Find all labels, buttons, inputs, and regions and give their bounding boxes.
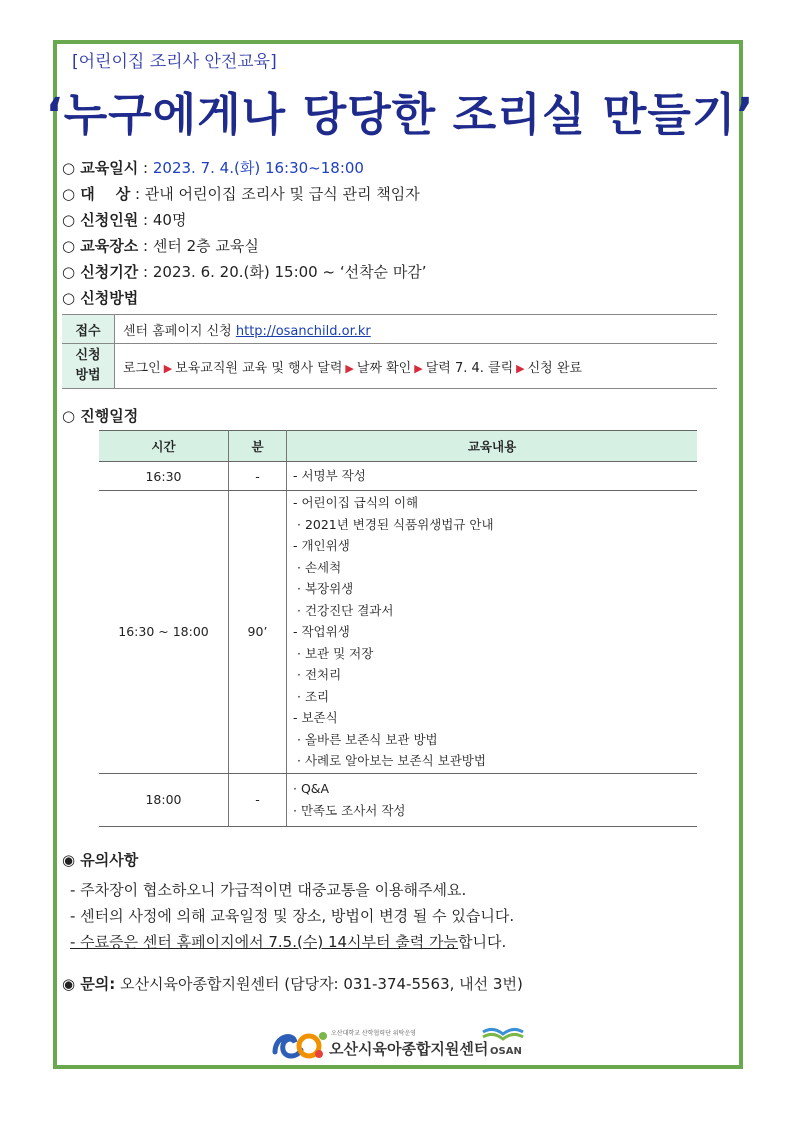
info-value: 40명 bbox=[152, 211, 187, 229]
contact-line bbox=[62, 973, 523, 994]
homepage-link[interactable]: http://osanchild.or.kr bbox=[235, 323, 371, 339]
info-row-method bbox=[62, 287, 138, 308]
apply-receipt-cell: 센터 홈페이지 신청 http://osanchild.or.kr bbox=[115, 315, 718, 344]
schedule-header-content: 교육내용 bbox=[287, 431, 698, 462]
info-row-location: ○ 교육장소 : 센터 2층 교육실 bbox=[62, 237, 259, 255]
info-label: ○ 신청인원 bbox=[62, 211, 139, 229]
info-value: 센터 2층 교육실 bbox=[152, 237, 259, 255]
info-label: ○ 교육일시 bbox=[62, 159, 139, 177]
application-table bbox=[62, 314, 717, 389]
arrow-right-icon: ▶ bbox=[414, 361, 423, 375]
logo-small-text: 오산대학교 산학협력단 위탁운영 bbox=[331, 1030, 416, 1037]
table-row: 18:00 - · Q&A · 만족도 조사서 작성 bbox=[99, 773, 697, 826]
arrow-right-icon: ▶ bbox=[163, 361, 173, 375]
step: 로그인 bbox=[123, 360, 161, 376]
table-row: 16:30 - - 서명부 작성 bbox=[99, 462, 697, 491]
step: 신청 완료 bbox=[527, 360, 582, 376]
info-row-period: ○ 신청기간 : 2023. 6. 20.(화) 15:00 ~ ‘선착순 마감’ bbox=[62, 263, 427, 281]
page-title: ‘누구에게나 당당한 조리실 만들기’ bbox=[45, 88, 755, 141]
info-value: 2023. 7. 4.(화) 16:30~18:00 bbox=[152, 159, 364, 177]
step: 보육교직원 교육 및 행사 달력 bbox=[175, 360, 343, 376]
info-row-date: ○ 교육일시 : 2023. 7. 4.(화) 16:30~18:00 bbox=[62, 159, 364, 177]
arrow-right-icon: ▶ bbox=[516, 361, 525, 375]
info-row-capacity: ○ 신청인원 : 40명 bbox=[62, 211, 187, 229]
info-label: ○ 교육장소 bbox=[62, 237, 139, 255]
notice-heading: ◉ 유의사항 bbox=[62, 851, 139, 869]
schedule-table bbox=[99, 430, 697, 827]
schedule-header-time: 시간 bbox=[99, 431, 229, 462]
contact-label: ◉ 문의: bbox=[62, 975, 116, 993]
arrow-right-icon: ▶ bbox=[345, 361, 354, 375]
step: 날짜 확인 bbox=[356, 360, 412, 376]
info-row-target: ○ 대 상 : 관내 어린이집 조리사 및 급식 관리 책임자 bbox=[62, 185, 420, 203]
apply-header-method: 신청 방법 bbox=[62, 344, 115, 389]
apply-steps-cell bbox=[115, 344, 718, 389]
notice-item: - 센터의 사정에 의해 교육일정 및 장소, 방법이 변경 될 수 있습니다. bbox=[70, 907, 515, 925]
info-value: 2023. 6. 20.(화) 15:00 ~ ‘선착순 마감’ bbox=[152, 263, 427, 281]
info-label: ○ 신청기간 bbox=[62, 263, 139, 281]
contact-text: 오산시육아종합지원센터 (담당자: 031-374-5563, 내선 3번) bbox=[120, 975, 523, 993]
apply-header-receipt: 접수 bbox=[62, 315, 115, 344]
logo-name: 오산시육아종합지원센터 bbox=[329, 1040, 489, 1058]
schedule-heading: ○ 진행일정 bbox=[62, 407, 139, 425]
step: 달력 7. 4. 클릭 bbox=[425, 360, 514, 376]
notice-item: - 수료증은 센터 홈페이지에서 7.5.(수) 14시부터 출력 가능합니다. bbox=[70, 933, 507, 951]
center-logo bbox=[271, 1024, 531, 1068]
notice-item: - 주차장이 협소하오니 가급적이면 대중교통을 이용해주세요. bbox=[70, 881, 467, 899]
schedule-header-minutes: 분 bbox=[229, 431, 287, 462]
info-label: ○ 대 상 bbox=[62, 185, 131, 203]
osan-logo-text: OSAN bbox=[490, 1046, 522, 1057]
page-subtitle: [어린이집 조리사 안전교육] bbox=[72, 52, 277, 72]
info-value: 관내 어린이집 조리사 및 급식 관리 책임자 bbox=[144, 185, 420, 203]
table-row: 16:30 ~ 18:00 90’ - 어린이집 급식의 이해 · 2021년 변경된 식품위생법규 안내 - 개인위생 · 손세척 · 복장위생 · 건강진단 결과서 - 작업위생 · 보관 및 저장 · 전처리 · 조리 - 보존식 · 올바른 보존식 보관 방법 · 사례로 알아보는 보존식 보관방법 bbox=[99, 491, 697, 774]
info-label: ○ 신청방법 bbox=[62, 289, 139, 307]
